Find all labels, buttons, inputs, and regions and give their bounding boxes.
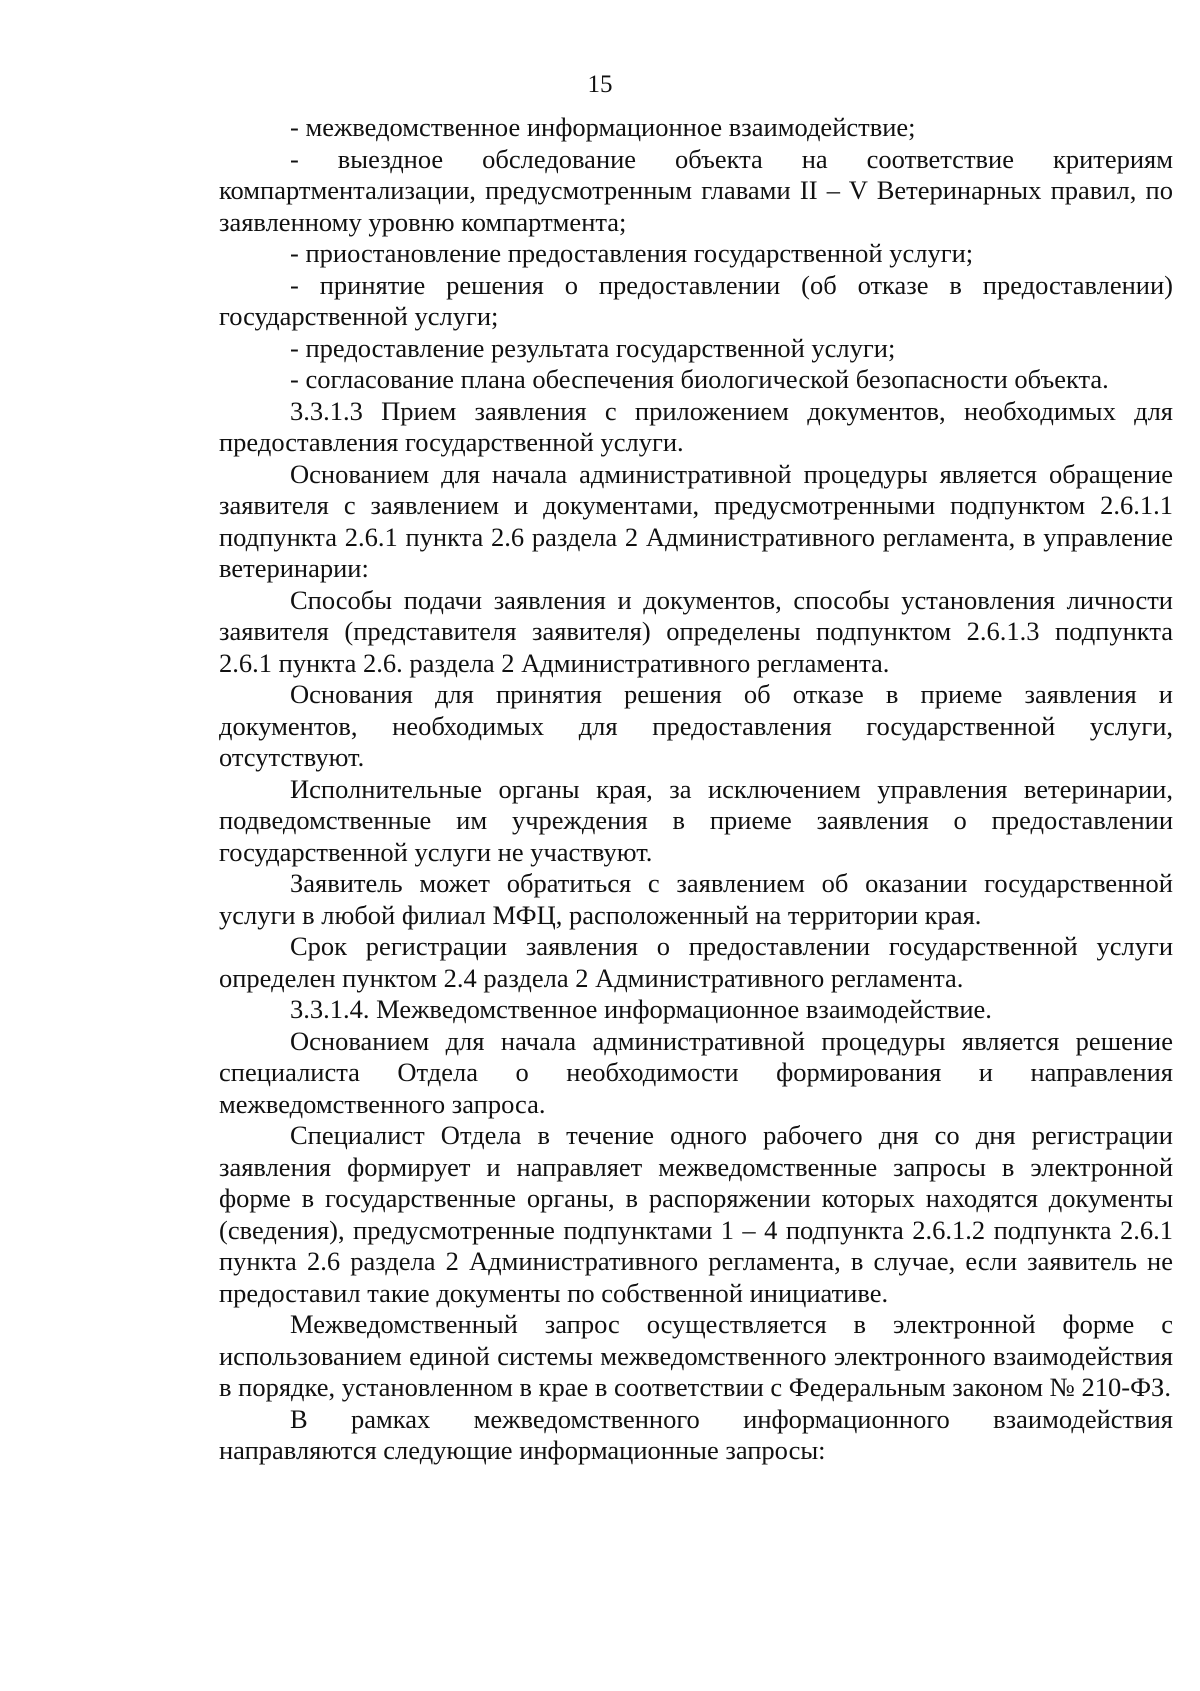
paragraph-requests-list-intro: В рамках межведомственного информационного взаимодействия направляются следующие информационные запросы: [219,1403,1173,1465]
paragraph-list-item-field-inspection: - выездное обследование объекта на соответствие критериям компартментализации, предусмотренным главами II – V Ветеринарных правил, по заявленному уровню компартмента; [219,143,1173,237]
paragraph-list-item-decision: - принятие решения о предоставлении (об отказе в предоставлении) государственной услуги; [219,269,1173,331]
page-number: 15 [587,71,613,98]
paragraph-list-item-result: - предоставление результата государственной услуги; [290,332,896,363]
paragraph-refusal-grounds: Основания для принятия решения об отказе в приеме заявления и документов, необходимых для предоставления государственной услуги, отсутствуют. [219,679,1173,772]
paragraph-procedure-basis: Основанием для начала административной процедуры является обращение заявителя с заявлением и документами, предусмотренными подпунктом 2.6.1.1 подпункта 2.6.1 пункта 2.6 раздела 2 Административного регламента, в управление ветеринарии: [219,458,1173,583]
paragraph-list-item-suspension: - приостановление предоставления государственной услуги; [290,238,974,268]
paragraph-registration-term: Срок регистрации заявления о предоставлении государственной услуги определен пунктом 2.4 раздела 2 Административного регламента. [219,931,1173,993]
paragraph-submission-methods: Способы подачи заявления и документов, способы установления личности заявителя (представителя заявителя) определены подпунктом 2.6.1.3 подпункта 2.6.1 пункта 2.6. раздела 2 Административного регламента. [219,584,1173,678]
paragraph-section-3-3-1-4: 3.3.1.4. Межведомственное информационное взаимодействие. [290,994,992,1024]
paragraph-mfc-branch: Заявитель может обратиться с заявлением об оказании государственной услуги в любой филиал МФЦ, расположенный на территории края. [219,868,1173,930]
paragraph-interagency-basis: Основанием для начала административной процедуры является решение специалиста Отдела о необходимости формирования и направления межведомственного запроса. [219,1025,1173,1119]
paragraph-executive-bodies: Исполнительные органы края, за исключением управления ветеринарии, подведомственные им учреждения в приеме заявления о предоставлении государственной услуги не участвуют. [219,773,1173,867]
paragraph-electronic-request: Межведомственный запрос осуществляется в электронной форме с использованием единой системы межведомственного электронного взаимодействия в порядке, установленном в крае в соответствии с Федеральным законом № 210-ФЗ. [219,1309,1173,1402]
paragraph-section-3-3-1-3: 3.3.1.3 Прием заявления с приложением документов, необходимых для предоставления государственной услуги. [219,395,1173,457]
document-body [219,112,1173,1467]
paragraph-list-item-interagency-interaction: - межведомственное информационное взаимодействие; [290,112,916,142]
paragraph-specialist-requests: Специалист Отдела в течение одного рабочего дня со дня регистрации заявления формирует и направляет межведомственные запросы в электронной форме в государственные органы, в распоряжении которых находятся документы (сведения), предусмотренные подпунктами 1 – 4 подпункта 2.6.1.2 подпункта 2.6.1 пункта 2.6 раздела 2 Административного регламента, в случае, если заявитель не предоставил такие документы по собственной инициативе. [219,1120,1173,1308]
paragraph-list-item-biosafety-plan: - согласование плана обеспечения биологической безопасности объекта. [290,364,1109,394]
